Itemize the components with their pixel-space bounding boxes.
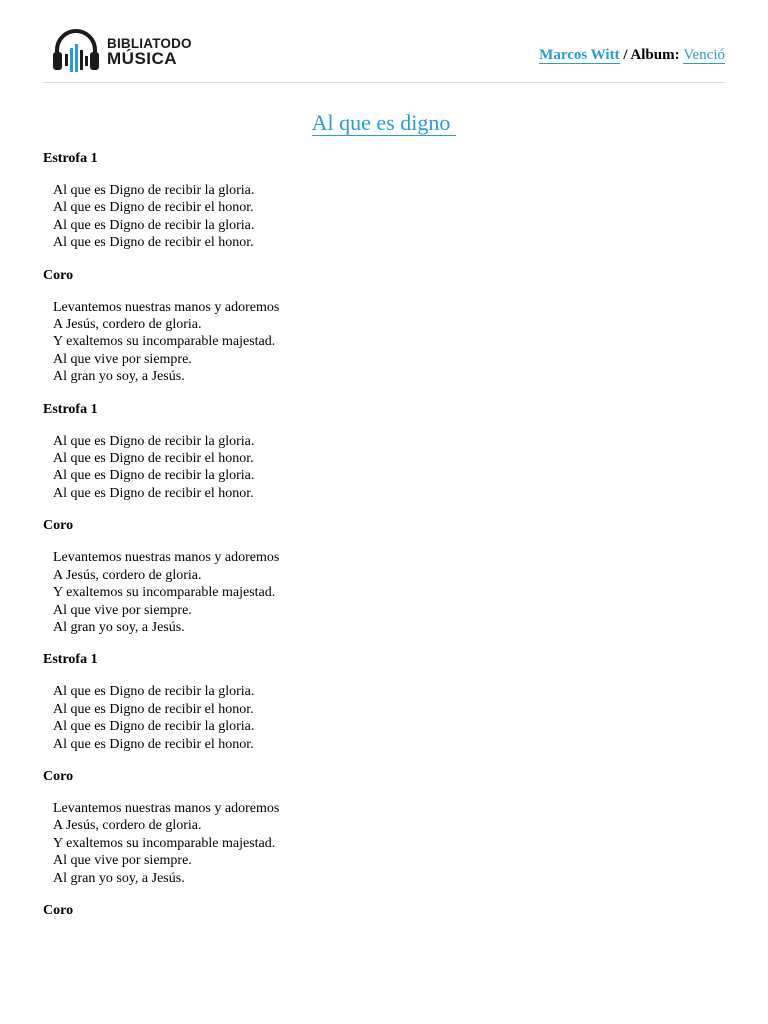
lyric-line: Al que es Digno de recibir el honor.	[53, 451, 254, 467]
lyric-line: Al que es Digno de recibir la gloria.	[53, 684, 255, 700]
lyric-line: Levantemos nuestras manos y adoremos	[53, 800, 280, 816]
header-divider	[43, 82, 725, 83]
lyric-line: Al que es Digno de recibir el honor.	[53, 736, 254, 752]
song-title-link[interactable]: Al que es digno	[312, 110, 457, 136]
lyric-line: A Jesús, cordero de gloria.	[53, 317, 202, 333]
lyric-line: Al que es Digno de recibir la gloria.	[53, 183, 255, 198]
lyric-line: Al que es Digno de recibir el honor.	[53, 200, 254, 216]
lyric-line: Al que vive por siempre.	[53, 351, 192, 367]
lyrics-section	[43, 150, 723, 252]
lyric-line: Al gran yo soy, a Jesús.	[53, 369, 185, 385]
lyric-line: Al que vive por siempre.	[53, 853, 192, 869]
section-heading: Coro	[43, 267, 74, 283]
lyric-line: Al que es Digno de recibir el honor.	[53, 235, 254, 251]
lyrics-section	[43, 651, 723, 753]
lyric-line: Y exaltemos su incomparable majestad.	[53, 835, 276, 851]
page-header	[43, 0, 725, 82]
lyric-line: Al gran yo soy, a Jesús.	[53, 870, 185, 886]
lyric-line: Al que vive por siempre.	[53, 602, 192, 618]
lyric-line: Levantemos nuestras manos y adoremos	[53, 550, 280, 566]
section-heading: Coro	[43, 518, 74, 534]
artist-link[interactable]: Marcos Witt	[539, 47, 620, 63]
section-heading: Coro	[43, 902, 74, 918]
lyric-line: A Jesús, cordero de gloria.	[53, 818, 202, 834]
lyrics-section	[43, 401, 723, 503]
lyric-line: Y exaltemos su incomparable majestad.	[53, 334, 276, 350]
album-link[interactable]: Venció	[683, 47, 725, 63]
lyrics-section	[43, 267, 723, 386]
lyric-line: Levantemos nuestras manos y adoremos	[53, 299, 280, 315]
lyrics-section	[43, 768, 723, 887]
song-title	[0, 110, 768, 136]
meta-separator: /	[619, 47, 631, 63]
brand-line-1: BIBLIATODO	[107, 36, 192, 51]
lyrics	[43, 150, 723, 935]
lyric-line: A Jesús, cordero de gloria.	[53, 567, 202, 583]
section-heading: Coro	[43, 768, 74, 784]
site-logo[interactable]	[51, 28, 211, 74]
lyric-line: Al gran yo soy, a Jesús.	[53, 619, 185, 635]
lyric-line: Al que es Digno de recibir la gloria.	[53, 433, 255, 449]
lyric-line: Al que es Digno de recibir el honor.	[53, 485, 254, 501]
lyrics-section	[43, 902, 723, 920]
lyric-line: Al que es Digno de recibir la gloria.	[53, 217, 255, 233]
section-heading: Estrofa 1	[43, 652, 98, 668]
section-heading: Estrofa 1	[43, 401, 98, 417]
album-label: Album:	[630, 47, 680, 63]
headphones-icon	[51, 28, 101, 74]
lyric-line: Al que es Digno de recibir el honor.	[53, 701, 254, 717]
song-meta	[539, 47, 725, 64]
lyric-line: Y exaltemos su incomparable majestad.	[53, 585, 276, 601]
lyrics-section	[43, 517, 723, 636]
lyric-line: Al que es Digno de recibir la gloria.	[53, 468, 255, 484]
brand-line-2: MÚSICA	[107, 49, 178, 68]
section-heading: Estrofa 1	[43, 151, 98, 166]
lyric-line: Al que es Digno de recibir la gloria.	[53, 719, 255, 735]
